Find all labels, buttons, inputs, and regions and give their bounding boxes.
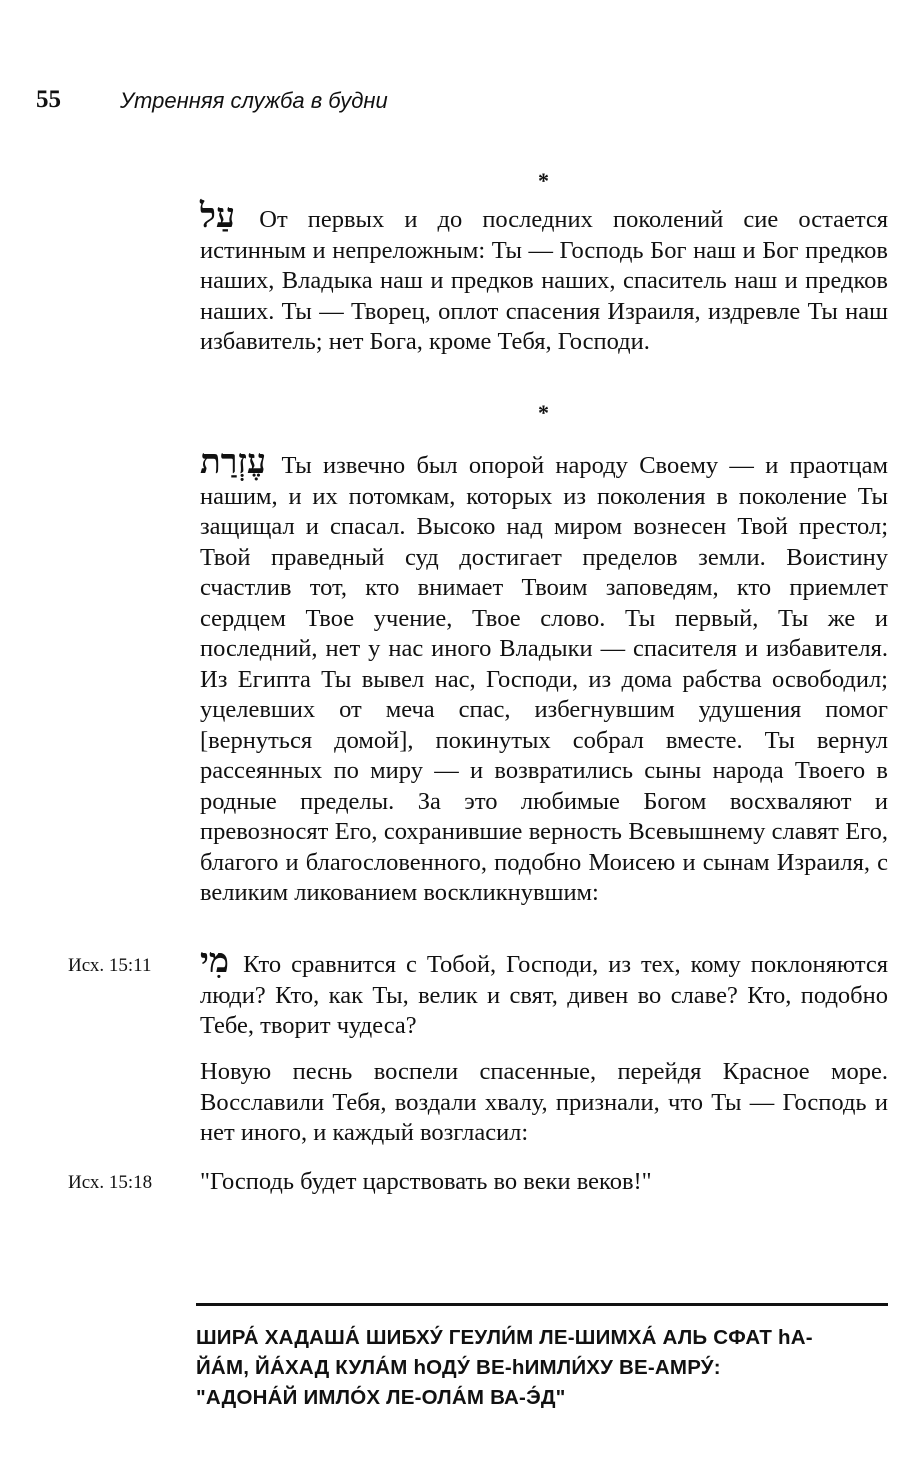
section-separator-star: * xyxy=(538,400,549,425)
section-separator-star: * xyxy=(538,168,549,193)
transliteration-line: "АДОНА́Й ИМЛО́Х ЛЕ-ОЛА́М ВА-Э́Д" xyxy=(196,1386,566,1409)
paragraph-ezrat xyxy=(200,442,889,909)
hebrew-initial-word: עֶזְרַת xyxy=(200,442,267,482)
paragraph-new-song xyxy=(200,1057,888,1149)
paragraph-text: Новую песнь воспели спасенные, перейдя Красное море. Восславили Тебя, воздали хвалу, признали, что Ты — Господь и нет иного, и каждый возгласил: xyxy=(200,1058,888,1146)
verse-reference: Исх. 15:18 xyxy=(68,1172,153,1193)
horizontal-rule xyxy=(196,1303,888,1306)
page-number: 55 xyxy=(36,86,61,113)
paragraph-al xyxy=(200,196,889,358)
hebrew-initial-word: מִי xyxy=(200,941,230,981)
paragraph-text: Ты извечно был опорой народу Своему — и праотцам нашим, и их потомкам, которых из поколения в поколение Ты защищал и спасал. Высоко над миром вознесен Твой престол; Твой праведный суд достигает пределов земли. Воистину счастлив тот, кто внимает Твоим заповедям, кто приемлет сердцем Твое учение, Твое слово. Ты первый, Ты же и последний, нет у нас иного Владыки — спасителя и избавителя. Из Египта Ты вывел нас, Господи, из дома рабства освободил; уцелевших от меча спас, избегнувшим удушения помог [вернуться домой], покинутых собрал вместе. Ты вернул рассеянных по миру — и возвратились сыны народа Твоего в родные пределы. За это любимые Богом восхваляют и превозносят Его, сохранившие верность Всевышнему славят Его, благого и благословенного, подобно Моисею и сынам Израиля, с великим ликованием воскликнувшим: xyxy=(200,452,889,906)
running-title: Утренняя служба в будни xyxy=(120,88,388,113)
hebrew-initial-word: עַל xyxy=(200,196,236,236)
transliteration-block xyxy=(196,1323,888,1413)
paragraph-mi xyxy=(200,941,889,1042)
paragraph-text: От первых и до последних поколений сие остается истинным и непреложным: Ты — Господь Бог наш и Бог предков наших, Владыка наш и предков наших, спаситель наш и предков наших. Ты — Творец, оплот спасения Израиля, издревле Ты наш избавитель; нет Бога, кроме Тебя, Господи. xyxy=(200,206,889,355)
running-header xyxy=(36,86,856,126)
paragraph-verse-quote xyxy=(200,1167,888,1198)
verse-reference: Исх. 15:11 xyxy=(68,955,152,976)
transliteration-line: ЙА́М, ЙА́ХАД КУЛА́М hОДУ́ ВЕ-hИМЛИ́ХУ ВЕ-АМРУ́: xyxy=(196,1356,721,1379)
paragraph-text: Кто сравнится с Тобой, Господи, из тех, кому поклоняются люди? Кто, как Ты, велик и свят, дивен во славе? Кто, подобно Тебе, творит чудеса? xyxy=(200,951,889,1039)
paragraph-text: "Господь будет царствовать во веки веков!" xyxy=(200,1168,652,1195)
transliteration-line: ШИРА́ ХАДАША́ ШИБХУ́ ГЕУЛИ́М ЛЕ-ШИМХА́ АЛЬ СФАТ hА- xyxy=(196,1326,813,1349)
